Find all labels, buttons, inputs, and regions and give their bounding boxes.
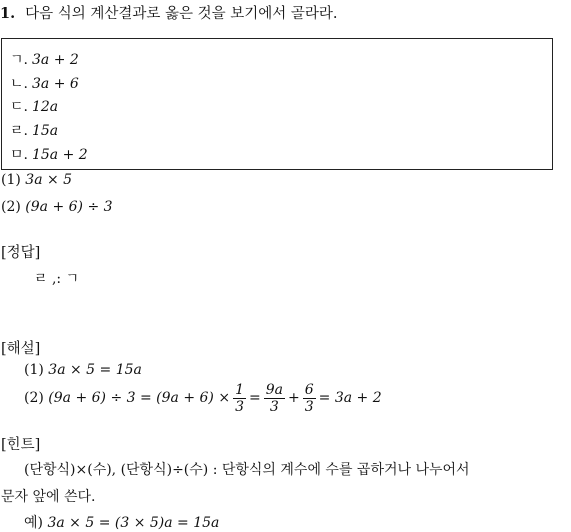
question-number: 1. <box>0 5 16 22</box>
sub-problem-label: (1) <box>1 172 21 188</box>
choice-label: ㅁ. <box>10 147 28 163</box>
sub-problem <box>1 172 72 188</box>
hint-example-expr: 3a × 5 = (3 × 5)a = 15a <box>47 515 220 531</box>
hint-line-2: 문자 앞에 쓴다. <box>1 489 96 505</box>
choice-expr: 12a <box>31 99 59 115</box>
choice-item <box>10 96 58 116</box>
sub-problem-expr: (9a + 6) ÷ 3 <box>25 199 113 215</box>
equals-sign: = <box>249 390 261 406</box>
explanation-title: [해설] <box>1 341 41 357</box>
explanation-line-2 <box>24 378 382 418</box>
fraction-denominator: 3 <box>235 398 244 415</box>
hint-line-1: (단항식)×(수), (단항식)÷(수) : 단항식의 계수에 수를 곱하거나 나누어서 <box>24 462 470 478</box>
answer-text: ㄹ ,: ㄱ <box>34 271 80 287</box>
explanation-line-label: (1) <box>24 362 44 378</box>
choice-label: ㄴ. <box>10 76 28 92</box>
hint-title: [힌트] <box>1 437 41 453</box>
choice-item <box>10 73 79 93</box>
choice-expr: 3a + 2 <box>31 52 79 68</box>
sub-problem-expr: 3a × 5 <box>25 172 73 188</box>
explanation-expr: 3a × 5 = 15a <box>48 362 142 378</box>
choice-expr: 15a <box>31 123 59 139</box>
fraction-numerator: 6 <box>304 381 314 398</box>
sub-problem-label: (2) <box>1 199 21 215</box>
fraction-denominator: 3 <box>269 398 279 415</box>
explanation-line-1 <box>24 362 142 378</box>
answer-title: [정답] <box>1 245 41 261</box>
choices-box <box>1 38 553 170</box>
choice-item <box>10 120 58 140</box>
fraction <box>303 382 316 415</box>
explanation-expr-tail: = 3a + 2 <box>318 390 382 406</box>
choice-item <box>10 144 88 164</box>
hint-example-label: 예) <box>24 515 43 531</box>
fraction <box>233 382 246 415</box>
explanation-line-label: (2) <box>24 390 44 406</box>
plus-sign: + <box>288 390 300 406</box>
question-prompt: 다음 식의 계산결과로 옳은 것을 보기에서 골라라. <box>25 6 338 22</box>
hint-example <box>24 512 219 532</box>
sub-problem <box>1 199 113 215</box>
choice-label: ㄱ. <box>10 52 28 68</box>
choice-expr: 15a + 2 <box>31 147 88 163</box>
fraction-numerator: 9a <box>265 381 283 398</box>
choice-label: ㄷ. <box>10 99 28 115</box>
fraction-numerator: 1 <box>235 381 244 398</box>
fraction-denominator: 3 <box>304 398 314 415</box>
choice-expr: 3a + 6 <box>31 76 79 92</box>
question-header <box>0 2 338 23</box>
explanation-expr-part: (9a + 6) ÷ 3 = (9a + 6) × <box>48 390 231 406</box>
choice-label: ㄹ. <box>10 123 28 139</box>
fraction <box>264 382 285 415</box>
choice-item <box>10 49 79 69</box>
